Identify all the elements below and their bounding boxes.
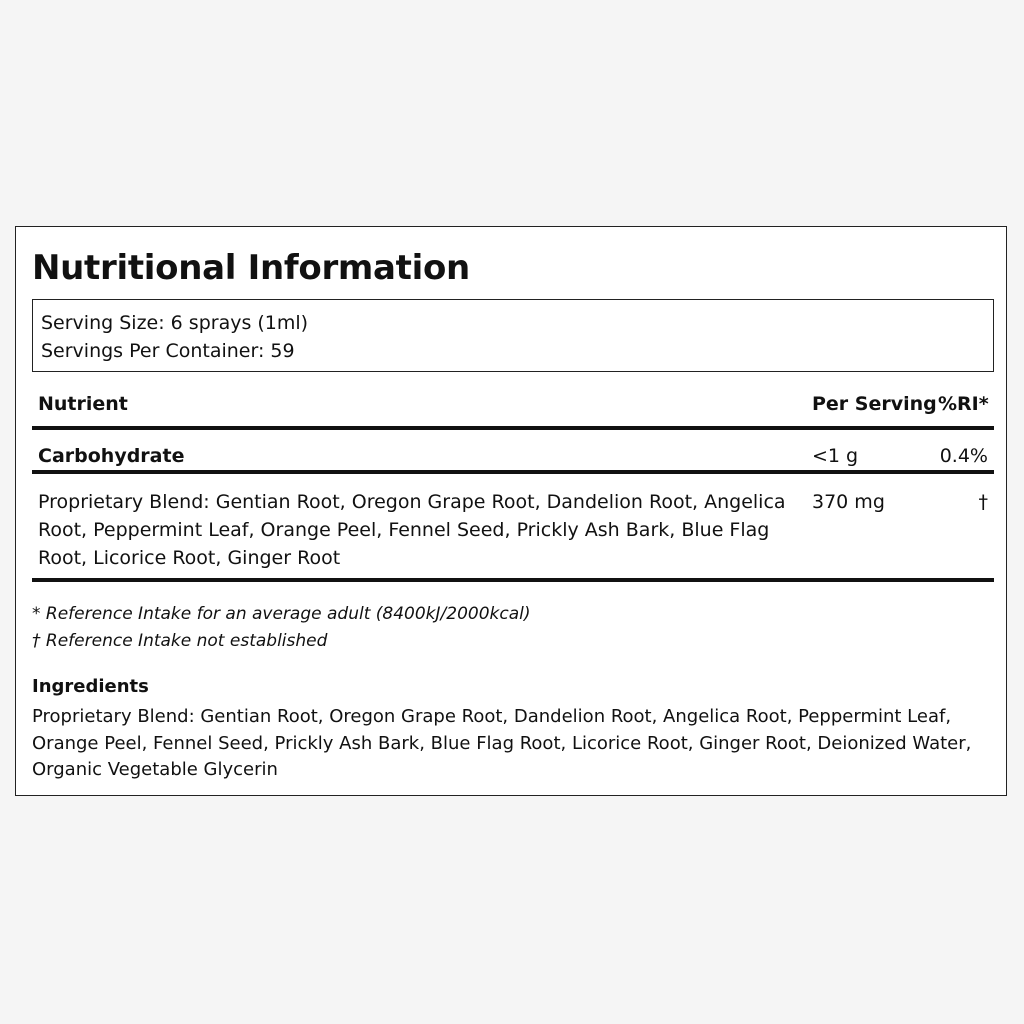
footnote-not-established: † Reference Intake not established [32,631,328,651]
header-ri: %RI* [932,387,994,428]
per-serving-value: <1 g [806,428,932,472]
ri-value: 0.4% [932,428,994,472]
header-nutrient: Nutrient [32,387,806,428]
serving-size: Serving Size: 6 sprays (1ml) [41,312,309,334]
nutrient-name: Carbohydrate [32,428,806,472]
serving-info-box [32,299,994,372]
table-row [32,428,994,472]
table-header-row [32,387,994,428]
nutrient-name: Proprietary Blend: Gentian Root, Oregon Grape Root, Dandelion Root, Angelica Root, Peppermint Leaf, Orange Peel, Fennel Seed, Prickly Ash Bark, Blue Flag Root, Licorice Root, Ginger Root [32,472,806,580]
page-title: Nutritional Information [32,248,470,288]
nutrition-panel [15,226,1007,796]
header-per-serving: Per Serving [806,387,932,428]
ingredients-heading: Ingredients [32,676,149,697]
servings-per-container: Servings Per Container: 59 [41,340,295,362]
ingredients-text: Proprietary Blend: Gentian Root, Oregon Grape Root, Dandelion Root, Angelica Root, Peppermint Leaf, Orange Peel, Fennel Seed, Prickly Ash Bark, Blue Flag Root, Licorice Root, Ginger Root, Deionized Water, Organic Vegetable Glycerin [32,706,972,780]
per-serving-value: 370 mg [806,472,932,580]
ri-value: † [932,472,994,580]
footnote-reference-intake: * Reference Intake for an average adult (8400kJ/2000kcal) [32,604,531,624]
table-row [32,472,994,580]
nutrition-table [32,387,994,582]
footnotes [32,601,994,655]
